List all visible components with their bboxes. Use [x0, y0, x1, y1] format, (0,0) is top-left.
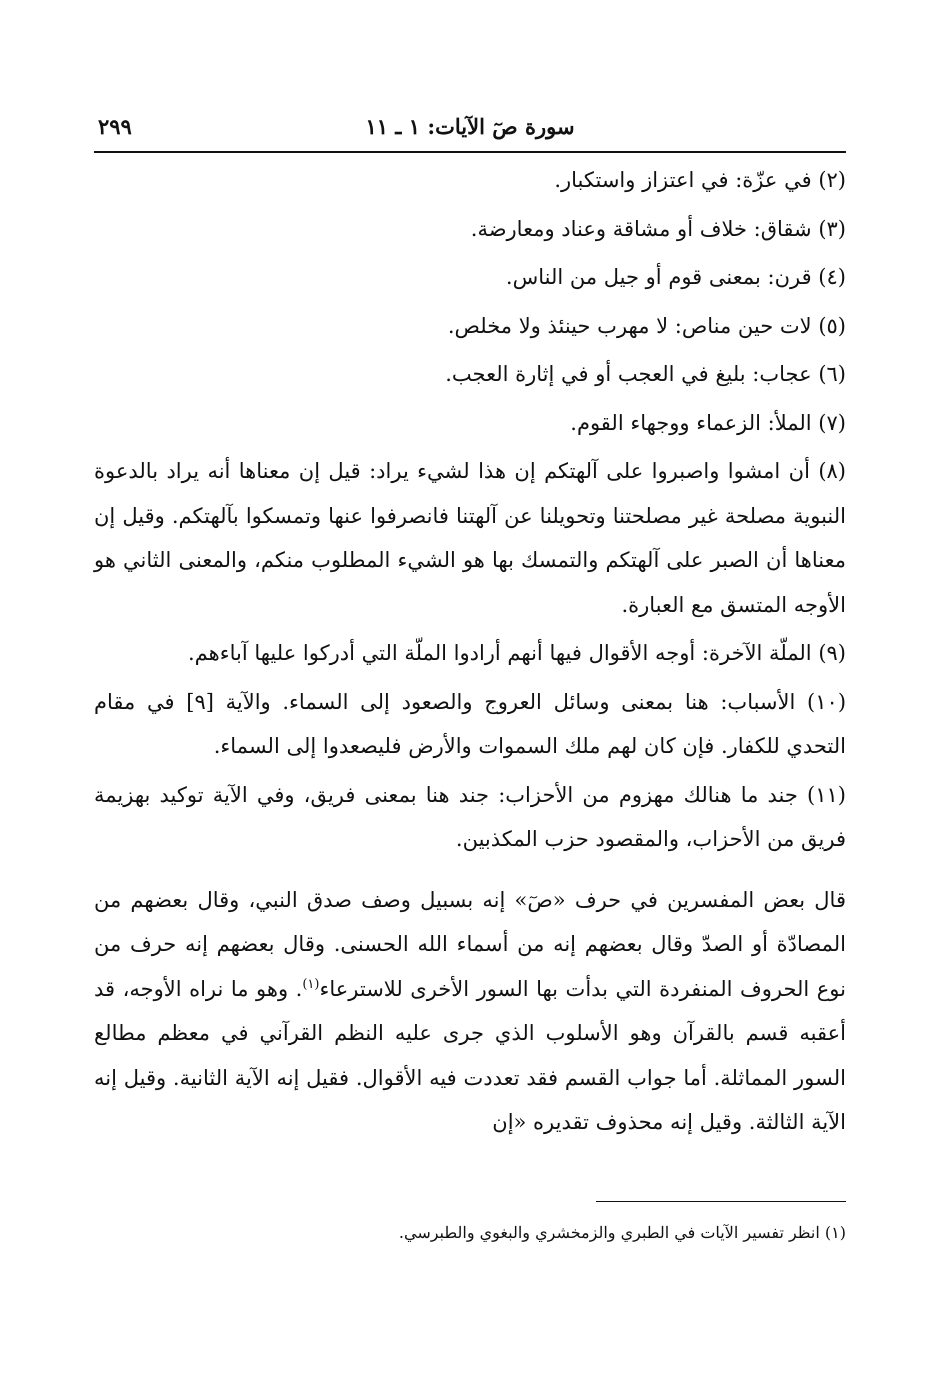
gloss-entry-5: (٥) لات حين مناص: لا مهرب حينئذ ولا مخلص.	[447, 313, 846, 338]
gloss-entry-4: (٤) قرن: بمعنى قوم أو جيل من الناس.	[505, 265, 846, 289]
commentary-text-part2: . وهو ما نراه الأوجه، قد أعقبه قسم بالقرآن وهو الأسلوب الذي جرى عليه النظم القرآني في معظم مطالع السور المماثلة. أما جواب القسم فقد تعددت فيه الأقوال. فقيل إنه الآية الثانية. وقيل إنه الآية الثالثة. وقيل إنه محذوف تقديره «إن	[94, 976, 846, 1134]
page-body	[94, 158, 846, 1145]
header-divider	[94, 151, 846, 153]
footnote-divider	[596, 1201, 846, 1202]
running-header-title: سورة صٓ الآيات: ١ ـ ١١	[365, 114, 575, 139]
gloss-entry-10: (١٠) الأسباب: هنا بمعنى وسائل العروج والصعود إلى السماء. والآية [٩] في مقام التحدي للكفار. فإن كان لهم ملك السموات والأرض فليصعدوا إلى السماء.	[94, 689, 847, 758]
gloss-entry-11: (١١) جند ما هنالك مهزوم من الأحزاب: جند هنا بمعنى فريق، وفي الآية توكيد بهزيمة فريق من الأحزاب، والمقصود حزب المكذبين.	[94, 782, 846, 851]
page-number: ٢٩٩	[98, 114, 132, 139]
gloss-entry-8: (٨) أن امشوا واصبروا على آلهتكم إن هذا لشيء يراد: قيل إن معناها أنه يراد بالدعوة النبوية مصلحة غير مصلحتنا وتحويلنا عن آلهتنا فانصرفوا عنها وتمسكوا بآلهتكم. وقيل إن معناها أن الصبر على آلهتكم والتمسك بها هو الشيء المطلوب منكم، والمعنى الثاني هو الأوجه المتسق مع العبارة.	[94, 459, 846, 617]
gloss-entry-3: (٣) شقاق: خلاف أو مشاقة وعناد ومعارضة.	[470, 216, 846, 241]
gloss-entry-6: (٦) عجاب: بليغ في العجب أو في إثارة العجب.	[445, 362, 846, 386]
commentary-paragraph	[94, 878, 846, 1145]
gloss-entry-2: (٢) في عزّة: في اعتزاز واستكبار.	[554, 168, 846, 192]
gloss-entry-7: (٧) الملأ: الزعماء ووجهاء القوم.	[570, 410, 846, 435]
footnote-reference[interactable]: (١)	[302, 976, 320, 992]
commentary-text-part1: قال بعض المفسرين في حرف «صٓ» إنه بسبيل وصف صدق النبي، وقال بعضهم من المصادّة أو الصدّ وقال بعضهم إنه من أسماء الله الحسنى. وقال بعضهم إنه حرف من نوع الحروف المنفردة التي بدأت بها السور الأخرى للاسترعاء	[94, 887, 846, 1001]
running-header	[94, 110, 846, 150]
footnote-1: (١) انظر تفسير الآيات في الطبري والزمخشري والبغوي والطبرسي.	[398, 1223, 846, 1242]
gloss-entry-9: (٩) الملّة الآخرة: أوجه الأقوال فيها أنهم أرادوا الملّة التي أدركوا عليها آباءهم.	[188, 641, 846, 665]
